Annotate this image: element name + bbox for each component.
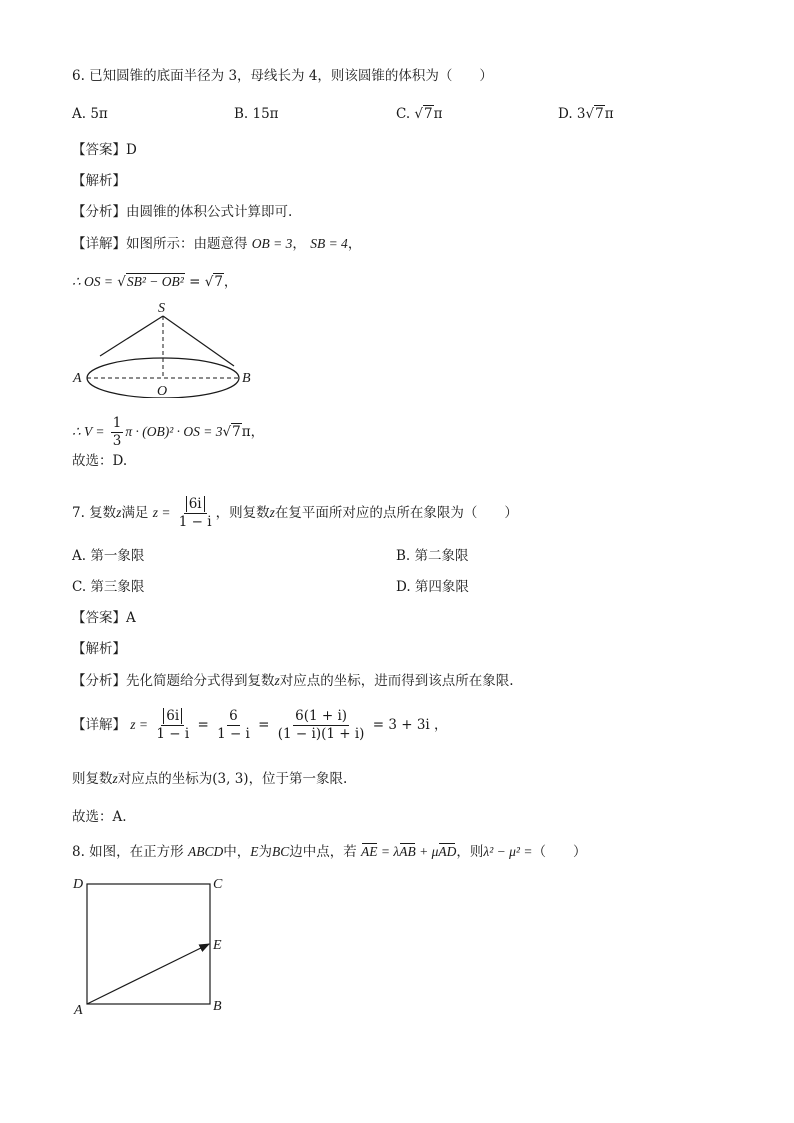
q7-coord-a: 则复数 bbox=[72, 771, 113, 787]
q8-expr: λ² − μ² = bbox=[483, 844, 533, 859]
cone-label-a: A bbox=[73, 371, 82, 386]
q7-xj-eq1: = bbox=[197, 717, 209, 733]
q6-option-d-pi: π bbox=[604, 106, 614, 122]
q7-xj-label: 【详解】 bbox=[72, 717, 126, 733]
square-abcd bbox=[87, 884, 210, 1004]
q7-coord-b: 对应点的坐标为 bbox=[117, 771, 213, 787]
q7-xj-f2-den: 1 − i bbox=[217, 726, 250, 742]
q7-stem bbox=[72, 496, 518, 531]
square-label-a: A bbox=[74, 1003, 83, 1017]
cone-label-o: O bbox=[157, 384, 168, 398]
q8-stem-d: 边中点，若 bbox=[289, 844, 357, 860]
q6-v-fraction bbox=[111, 415, 124, 450]
q7-coord-c: ，位于第一象限. bbox=[248, 771, 348, 787]
q7-stem-rest-a: ，则复数 bbox=[215, 505, 270, 521]
q8-stem-e: E bbox=[250, 844, 259, 859]
q6-sb-value: SB = 4 bbox=[310, 236, 348, 251]
q7-stem-frac-den: 1 − i bbox=[178, 514, 212, 530]
q8-stem-end: （ ） bbox=[532, 844, 587, 860]
q6-os-radicand: SB² − OB² bbox=[126, 274, 184, 289]
q6-option-b: B. 15π bbox=[234, 106, 279, 122]
q7-option-d: D. 第四象限 bbox=[396, 579, 469, 595]
q8-stem-c: 为 bbox=[258, 844, 272, 860]
q7-coordinate bbox=[72, 770, 347, 788]
q7-jiexi-heading: 【解析】 bbox=[72, 641, 126, 657]
q6-option-c-radicand: 7 bbox=[424, 106, 433, 122]
square-label-d: D bbox=[73, 877, 84, 892]
q7-xj-f3-den: (1 − i)(1 + i) bbox=[277, 726, 365, 742]
q7-xj-f3-num: 6(1 + i) bbox=[295, 708, 348, 724]
q6-jiexi-heading: 【解析】 bbox=[72, 173, 126, 189]
q6-os-eq: = bbox=[184, 274, 205, 290]
square-label-e: E bbox=[213, 938, 222, 953]
q7-fenxi-a: 【分析】先化简题给分式得到复数 bbox=[72, 673, 275, 689]
q7-xj-z: z = bbox=[130, 717, 149, 732]
q8-vec-ae: AE bbox=[361, 844, 378, 859]
vector-ae-arrow bbox=[87, 944, 209, 1004]
q7-answer: 【答案】A bbox=[72, 610, 136, 626]
q8-stem-abcd: ABCD bbox=[187, 844, 224, 859]
q6-xiangjie-prefix: 【详解】如图所示：由题意得 bbox=[72, 236, 248, 252]
q6-os-end: ， bbox=[223, 274, 238, 290]
q7-xiangjie bbox=[72, 708, 448, 743]
cone-label-b: B bbox=[242, 371, 251, 386]
q7-stem-prefix: 7. 复数 bbox=[72, 505, 117, 521]
q6-option-c-pi: π bbox=[433, 106, 443, 122]
q6-fenxi: 【分析】由圆锥的体积公式计算即可. bbox=[72, 204, 293, 220]
q7-xj-result: = 3 + 3i ， bbox=[372, 717, 448, 733]
q6-v-end: π， bbox=[241, 424, 265, 440]
square-figure bbox=[70, 872, 240, 1017]
q6-stem: 6. 已知圆锥的底面半径为 3，母线长为 4，则该圆锥的体积为（ ） bbox=[72, 68, 493, 84]
q7-stem-rest-b: 在复平面所对应的点所在象限为（ ） bbox=[274, 505, 518, 521]
q6-xiangjie-end: ， bbox=[347, 236, 362, 252]
q7-xj-frac2 bbox=[215, 708, 252, 743]
q7-coord-val: (3, 3) bbox=[212, 771, 249, 787]
q7-option-a: A. 第一象限 bbox=[72, 548, 145, 564]
cone-slant-left bbox=[100, 316, 163, 356]
q7-stem-z-eq: z = bbox=[152, 505, 171, 520]
q7-xj-frac1 bbox=[154, 708, 191, 743]
q6-option-d-radicand: 7 bbox=[595, 106, 604, 122]
q7-coord-z: z bbox=[112, 771, 118, 786]
cone-label-s: S bbox=[158, 301, 165, 316]
q7-stem-z: z bbox=[116, 505, 122, 520]
q7-stem-frac-num: 6i bbox=[186, 496, 205, 512]
q6-option-c-label: C. bbox=[396, 106, 411, 122]
q7-stem-fraction bbox=[177, 496, 214, 531]
q6-v-prefix: ∴ V = bbox=[72, 424, 105, 439]
q6-option-a: A. 5π bbox=[72, 106, 108, 122]
q7-xj-f1-den: 1 − i bbox=[156, 726, 190, 742]
q7-option-c: C. 第三象限 bbox=[72, 579, 145, 595]
q7-conclusion: 故选：A. bbox=[72, 809, 127, 825]
q6-xiangjie bbox=[72, 235, 361, 253]
q7-xj-f2-num: 6 bbox=[229, 708, 238, 724]
q8-vec-ad: AD bbox=[438, 844, 457, 859]
q7-stem-mid: 满足 bbox=[121, 505, 149, 521]
q6-v-den: 3 bbox=[112, 433, 122, 449]
q6-answer: 【答案】D bbox=[72, 142, 137, 158]
q6-os-formula: ∴ OS = √SB² − OB² = √7， bbox=[72, 274, 238, 290]
q6-option-c: C. √7π bbox=[396, 106, 443, 122]
q7-xj-frac3 bbox=[276, 708, 367, 743]
q8-stem-bc: BC bbox=[271, 844, 290, 859]
q8-stem-a: 8. 如图，在正方形 bbox=[72, 844, 184, 860]
q6-volume-formula: ∴ V = $\frac{1}{3}$ π · (OB)² · OS = 3√7π， bbox=[72, 415, 265, 449]
q7-option-b: B. 第二象限 bbox=[396, 548, 469, 564]
q7-fenxi-z: z bbox=[274, 673, 280, 688]
q7-fenxi-b: 对应点的坐标，进而得到该点所在象限. bbox=[279, 673, 514, 689]
q6-sep: ， bbox=[292, 236, 306, 252]
square-label-c: C bbox=[213, 877, 223, 892]
q8-stem-b: 中， bbox=[223, 844, 251, 860]
q8-vec-ab: AB bbox=[399, 844, 416, 859]
q6-v-num: 1 bbox=[112, 415, 122, 431]
q7-xj-f1-num: 6i bbox=[163, 708, 182, 724]
q8-plus-mu: + μ bbox=[415, 844, 439, 859]
q6-os-radicand2: 7 bbox=[214, 274, 223, 290]
cone-figure bbox=[70, 298, 260, 398]
q7-stem-z3: z bbox=[269, 505, 275, 520]
q6-v-radicand: 7 bbox=[232, 424, 241, 440]
q7-xj-eq2: = bbox=[258, 717, 270, 733]
q6-conclusion: 故选：D. bbox=[72, 453, 128, 469]
q6-ob-value: OB = 3 bbox=[251, 236, 293, 251]
q8-stem-e2: ，则 bbox=[456, 844, 484, 860]
q6-option-d: D. 3√7π bbox=[558, 106, 614, 122]
q7-fenxi bbox=[72, 672, 514, 690]
square-label-b: B bbox=[213, 999, 222, 1014]
q6-os-prefix: ∴ OS = bbox=[72, 274, 113, 289]
q8-eq-sign: = λ bbox=[377, 844, 400, 859]
q6-v-mid: π · (OB)² · OS = 3 bbox=[125, 424, 223, 439]
q6-option-d-label: D. 3 bbox=[558, 106, 586, 122]
q8-stem bbox=[72, 843, 586, 861]
